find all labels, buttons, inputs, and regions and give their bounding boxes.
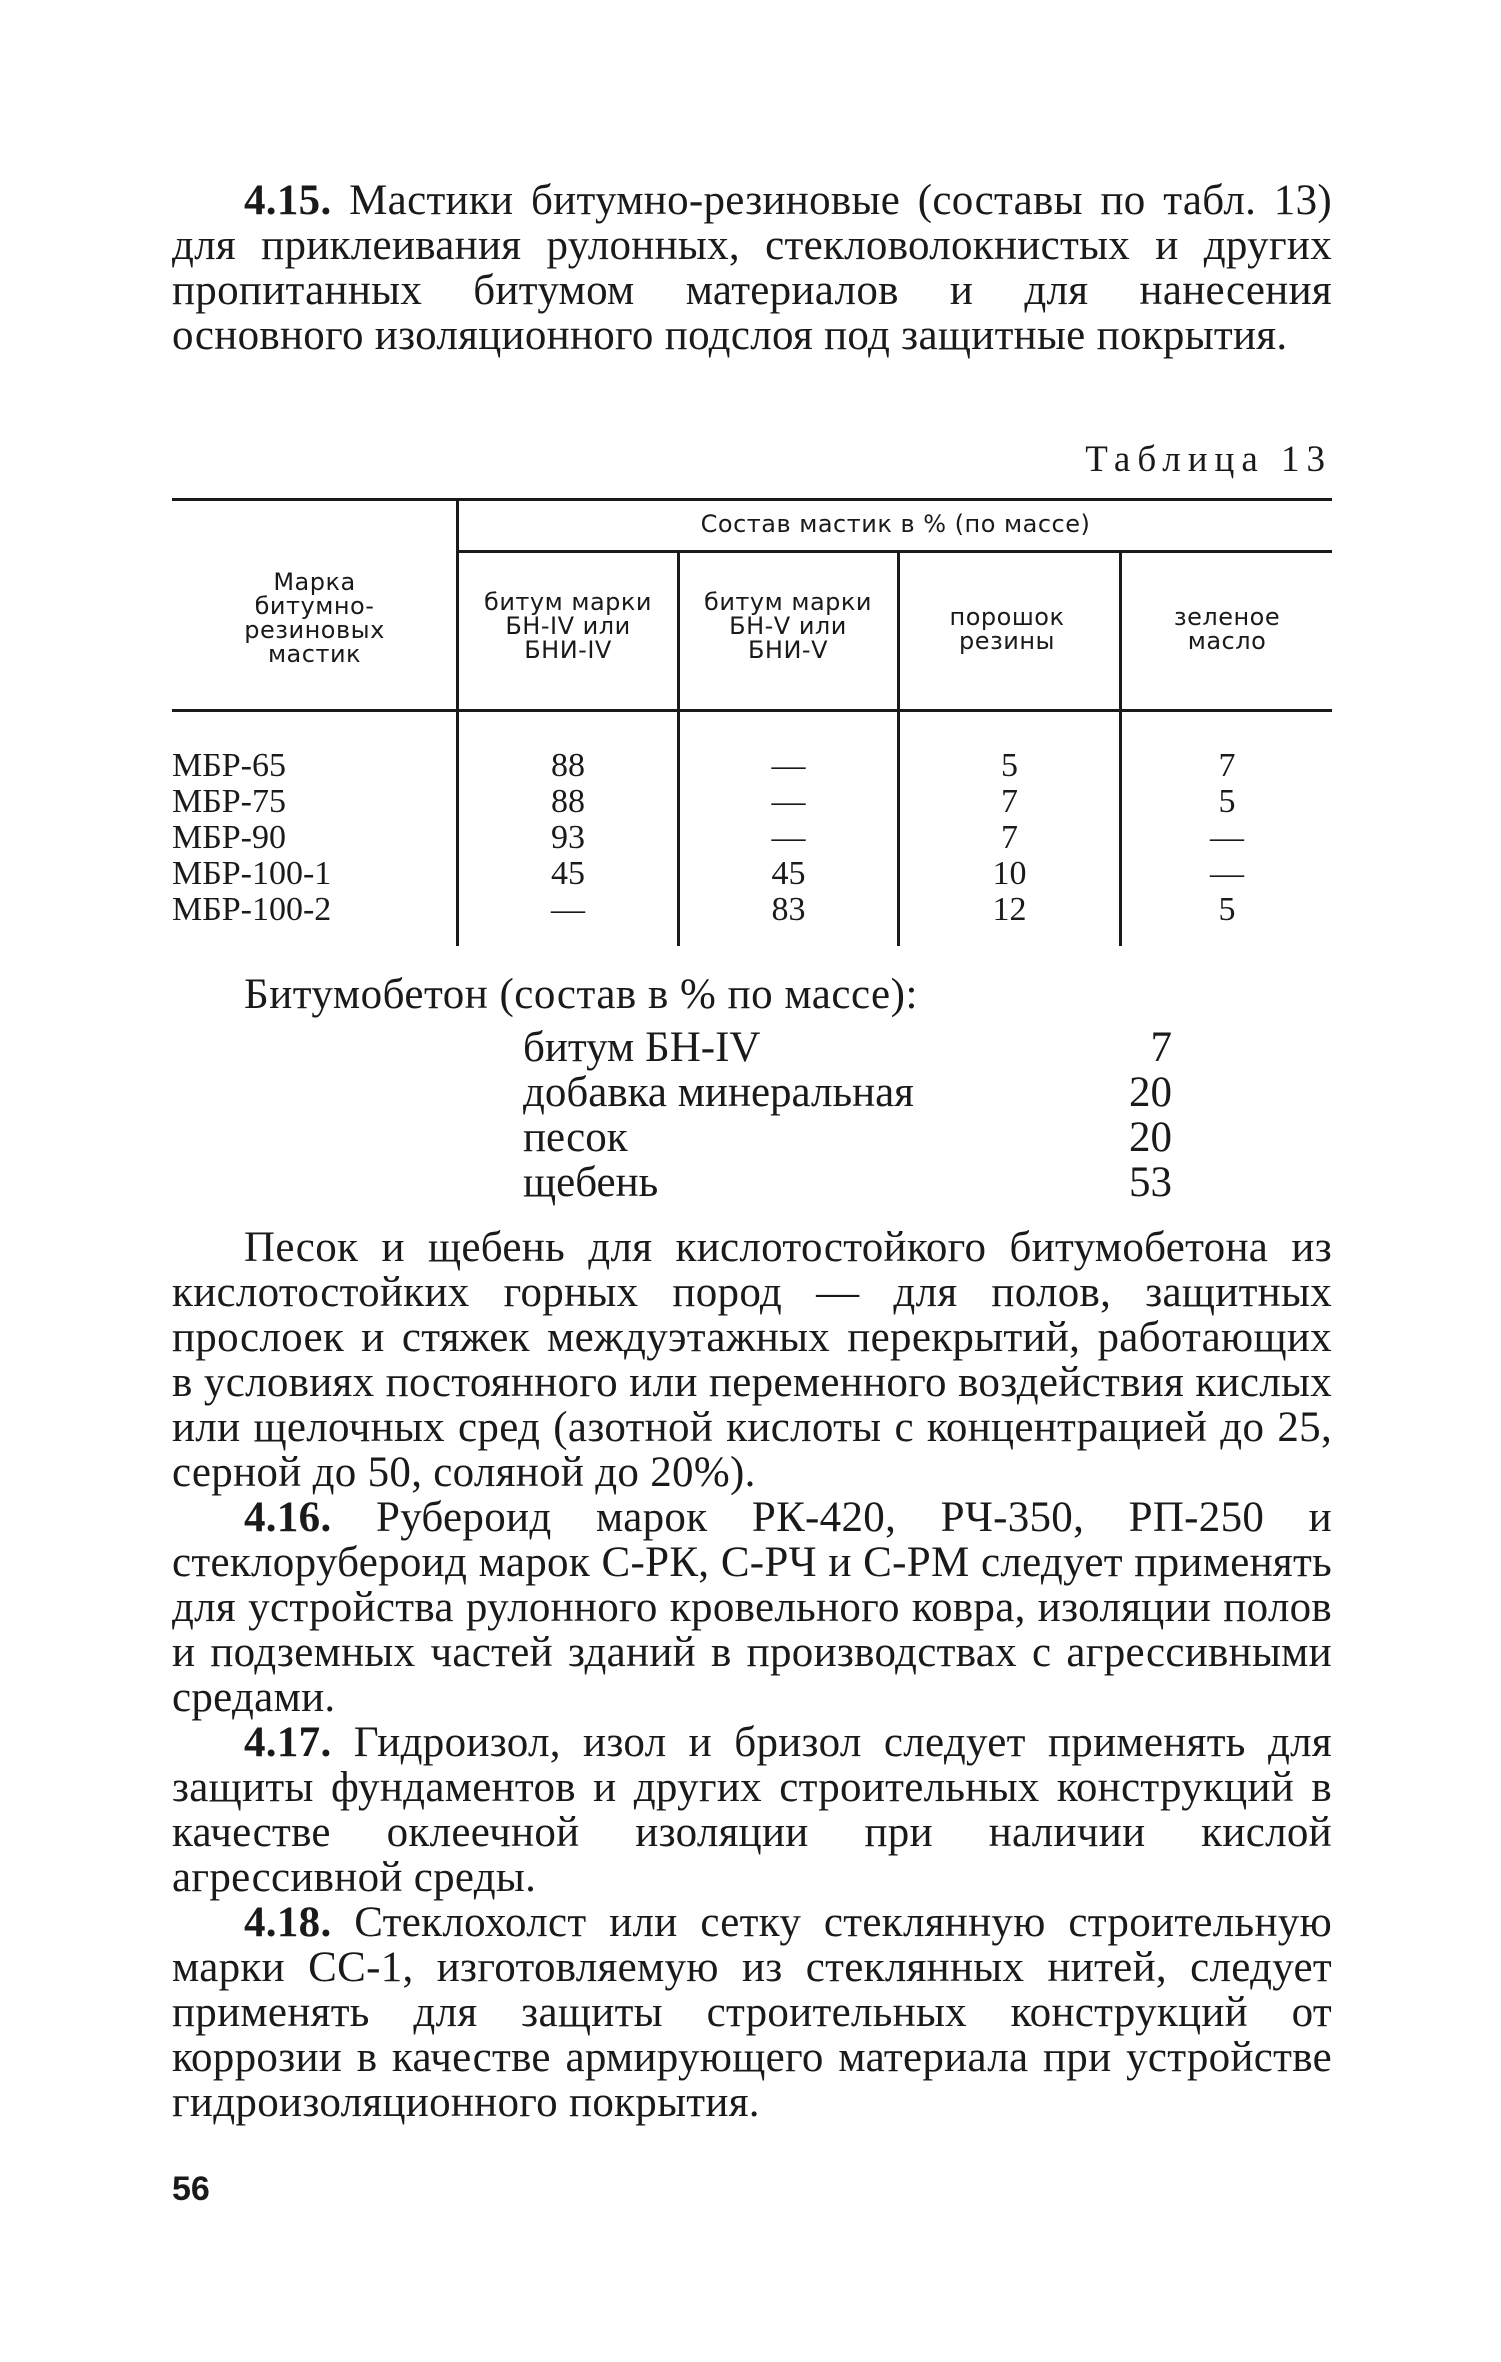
mix-row <box>523 1160 1172 1205</box>
value-cell: 5 <box>1218 783 1236 820</box>
value-cell: — <box>1210 855 1244 892</box>
clause-number: 4.15. <box>244 177 332 224</box>
header-col-1: битум марки БН-IV или БНИ-IV <box>484 588 652 664</box>
value-cell: 93 <box>551 819 585 856</box>
paragraph-4-15 <box>172 178 1332 358</box>
value-cell: 7 <box>1218 747 1236 784</box>
table-top-rule <box>172 498 1332 501</box>
value-cell: 12 <box>992 891 1027 928</box>
brand-cell: МБР-100-2 <box>172 891 332 928</box>
clause-text: Мастики битумно-резиновые (составы по табл. 13) для приклеивания рулонных, стекловолокнистых и других пропитанных битумом материалов и для нанесения основного изоляционного подслоя под защитные покрытия. <box>172 177 1332 359</box>
clause-text: Гидроизол, изол и бризол следует применять для защиты фундаментов и других строительных конструкций в качестве оклеечной изоляции при наличии кислой агрессивной среды. <box>172 1719 1332 1901</box>
value-cell: — <box>771 819 806 856</box>
mix-row <box>523 1115 1172 1160</box>
clause-number: 4.18. <box>244 1899 332 1946</box>
mix-row <box>523 1070 1172 1115</box>
mix-item-value: 20 <box>1129 1069 1172 1116</box>
header-bottom-rule <box>172 709 1332 712</box>
value-cell: — <box>771 783 806 820</box>
brand-cell: МБР-90 <box>172 819 286 856</box>
mix-item-name: добавка минеральная <box>523 1069 914 1116</box>
value-cell: 5 <box>1001 747 1018 784</box>
paragraph-4-18 <box>172 1900 1332 2125</box>
mix-item-name: битум БН-IV <box>523 1024 761 1071</box>
value-cell: — <box>771 747 806 784</box>
brand-cell: МБР-65 <box>172 747 286 784</box>
page-number: 56 <box>172 2170 210 2208</box>
mix-item-name: щебень <box>523 1159 659 1206</box>
value-cell: 83 <box>771 891 806 928</box>
header-col-4: зеленое масло <box>1173 603 1281 655</box>
clause-text: Стеклохолст или сетку стеклянную строительную марки СС-1, изготовляемую из стеклянных нитей, следует применять для защиты строительных конструкций от коррозии в качестве армирующего материала при устройстве гидроизоляционного покрытия. <box>172 1899 1332 2126</box>
value-cell: — <box>1210 819 1244 856</box>
value-cell: 7 <box>1001 783 1018 820</box>
mix-row <box>523 1025 1172 1070</box>
value-cell: 10 <box>992 855 1027 892</box>
header-col-3: порошок резины <box>949 603 1065 655</box>
brand-cell: МБР-100-1 <box>172 855 332 892</box>
value-cell: 45 <box>551 855 585 892</box>
value-cell: — <box>551 891 585 928</box>
value-cell: 88 <box>551 747 585 784</box>
clause-number: 4.16. <box>244 1494 332 1541</box>
header-brand: Марка битумно-резиновых мастик <box>244 568 385 668</box>
table-caption: Таблица 13 <box>1085 439 1332 480</box>
value-cell: 7 <box>1001 819 1018 856</box>
value-cell: 45 <box>771 855 806 892</box>
group-header-rule <box>459 550 1332 553</box>
mix-list <box>523 1025 1172 1205</box>
brand-cell: МБР-75 <box>172 783 286 820</box>
mix-item-name: песок <box>523 1114 628 1161</box>
paragraph-4-17 <box>172 1720 1332 1900</box>
value-cell: 88 <box>551 783 585 820</box>
clause-number: 4.17. <box>244 1719 332 1766</box>
header-group: Состав мастик в % (по массе) <box>700 510 1091 538</box>
header-col-2: битум марки БН-V или БНИ-V <box>704 588 872 664</box>
mix-title: Битумобетон (состав в % по массе): <box>244 971 918 1018</box>
mix-item-value: 53 <box>1129 1159 1172 1206</box>
value-cell: 5 <box>1218 891 1236 928</box>
paragraph-4-16 <box>172 1495 1332 1720</box>
mix-item-value: 7 <box>1150 1024 1172 1071</box>
paragraph-sand: Песок и щебень для кислотостойкого битумобетона из кислотостойких горных пород — для полов, защитных прослоек и стяжек междуэтажных перекрытий, работающих в условиях постоянного или переменного воздействия кислых или щелочных сред (азотной кислоты с концентрацией до 25, серной до 50, соляной до 20%). <box>172 1224 1332 1496</box>
mix-item-value: 20 <box>1129 1114 1172 1161</box>
composition-table <box>172 498 1332 946</box>
clause-text: Рубероид марок РК-420, РЧ-350, РП-250 и стеклорубероид марок С-РК, С-РЧ и С-РМ следует применять для устройства рулонного кровельного ковра, изоляции полов и подземных частей зданий в производствах с агрессивными средами. <box>172 1494 1332 1721</box>
page-content <box>172 170 1332 2125</box>
